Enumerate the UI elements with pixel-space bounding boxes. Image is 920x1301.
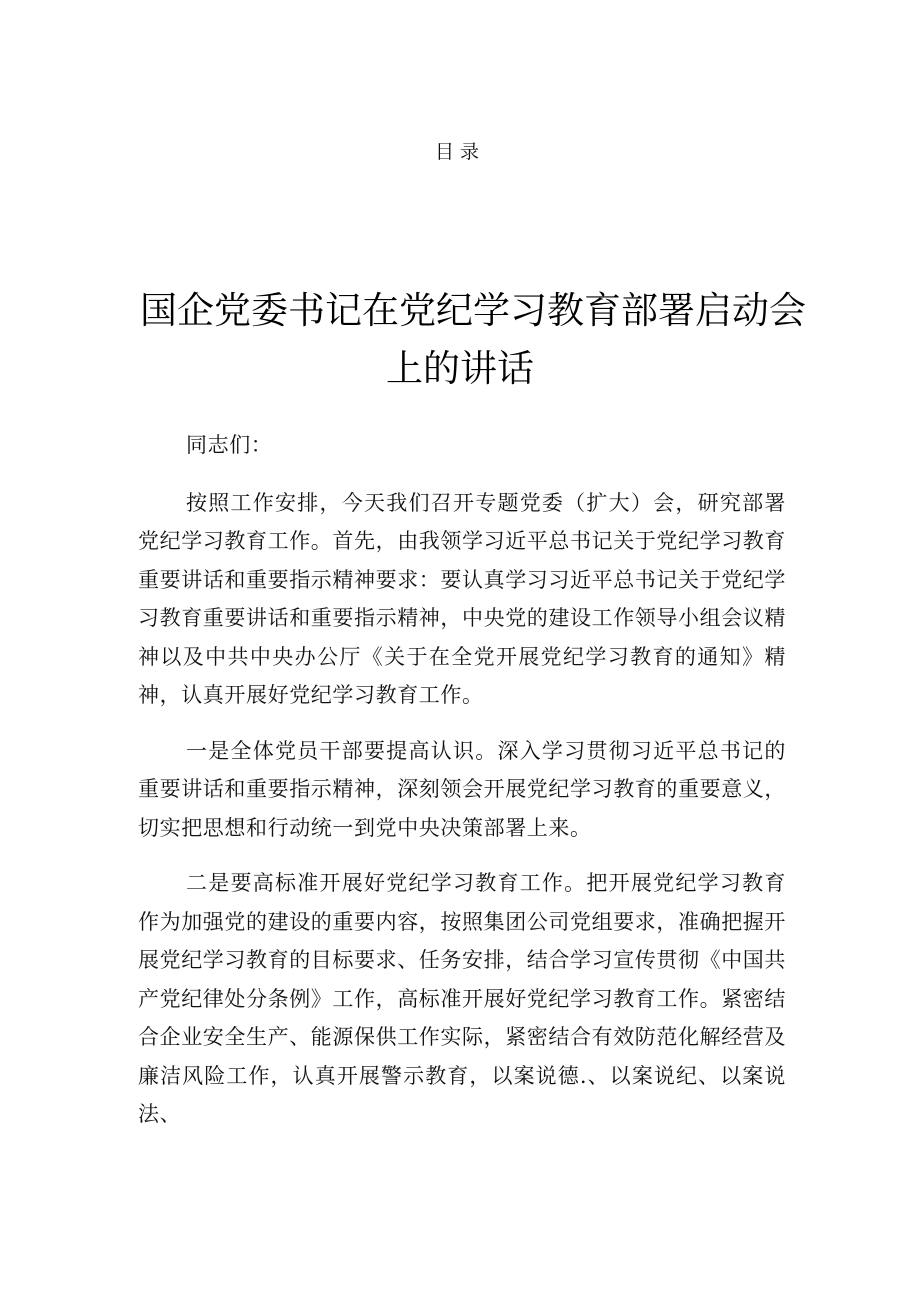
paragraph-intro: 按照工作安排，今天我们召开专题党委（扩大）会，研究部署党纪学习教育工作。首先，由我领学习近平总书记关于党纪学习教育重要讲话和重要指示精神要求：要认真学习习近平总书记关于党纪学习教育重要讲话和重要指示精神，中央党的建设工作领导小组会议精神以及中共中央办公厅《关于在全党开展党纪学习教育的通知》精神，认真开展好党纪学习教育工作。	[138, 490, 786, 707]
table-of-contents-heading: 目录	[434, 141, 485, 163]
paragraph-point-two: 二是要高标准开展好党纪学习教育工作。把开展党纪学习教育作为加强党的建设的重要内容，按照集团公司党组要求，准确把握开展党纪学习教育的目标要求、任务安排，结合学习宣传贯彻《中国共产党纪律处分条例》工作，高标准开展好党纪学习教育工作。紧密结合企业安全生产、能源保供工作实际，紧密结合有效防范化解经营及廉洁风险工作，认真开展警示教育，以案说德.、以案说纪、以案说法、	[138, 871, 786, 1126]
document-title-line-2: 上的讲话	[386, 347, 534, 390]
speech-body	[138, 426, 786, 1134]
salutation: 同志们：	[186, 433, 273, 457]
paragraph-point-one: 一是全体党员干部要提高认识。深入学习贯彻习近平总书记的重要讲话和重要指示精神，深刻领会开展党纪学习教育的重要意义，切实把思想和行动统一到党中央决策部署上来。	[138, 738, 786, 840]
document-title-line-1: 国企党委书记在党纪学习教育部署启动会	[140, 289, 806, 332]
document-title	[140, 282, 806, 398]
